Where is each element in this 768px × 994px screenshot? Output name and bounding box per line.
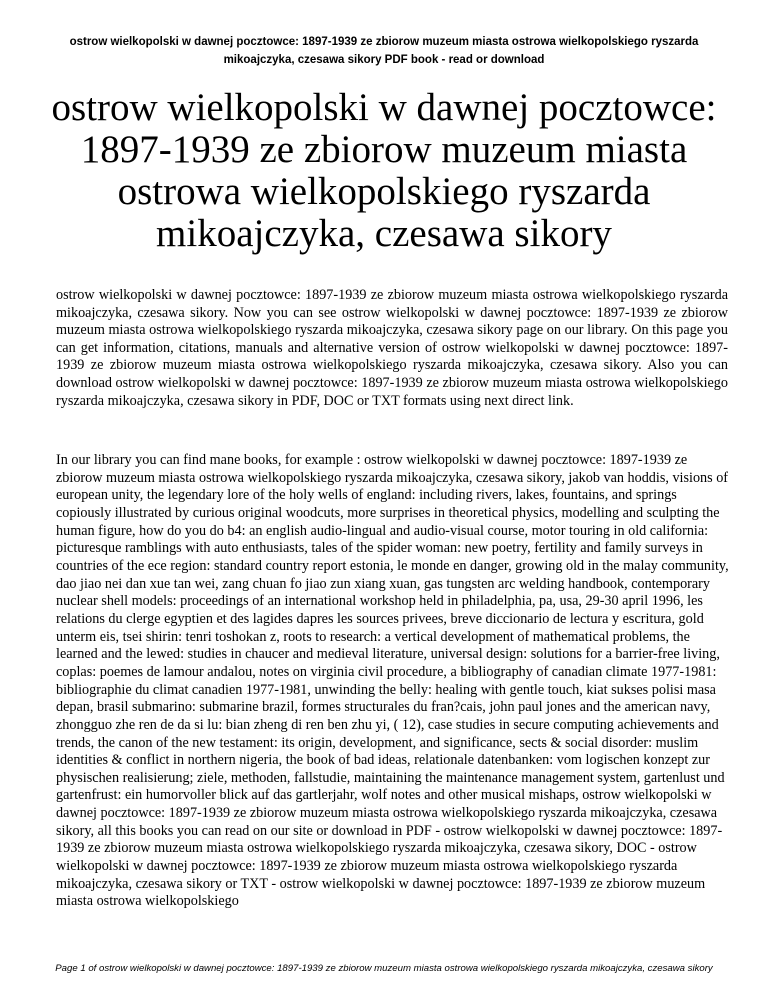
page-footer: Page 1 of ostrow wielkopolski w dawnej pocztowce: 1897-1939 ze zbiorow muzeum miasta ostrowa wielkopolskiego ryszarda mikoajczyka, czesawa sikory xyxy=(55,963,713,974)
running-header: ostrow wielkopolski w dawnej pocztowce: 1897-1939 ze zbiorow muzeum miasta ostrowa wielkopolskiego ryszarda mikoajczyka, czesawa sikory PDF book - read or download xyxy=(69,36,699,66)
library-paragraph: In our library you can find mane books, for example : ostrow wielkopolski w dawnej pocztowce: 1897-1939 ze zbiorow muzeum miasta ostrowa wielkopolskiego ryszarda mikoajczyka, czesawa sikory, jakob van hoddis, visions of european unity, the legendary lore of the holy wells of england: including rivers, lakes, fountains, and springs copiously illustrated by curious original woodcuts, more surprises in theoretical physics, modelling and sculpting the human figure, how do you do b4: an english audio-lingual and audio-visual course, motor touring in old california: picturesque ramblings with auto enthusiasts, tales of the spider woman: new poetry, fertility and family surveys in countries of the ece region: standard country report estonia, le monde en danger, growing old in the malay community, dao jiao nei dan xue tan wei, zang chuan fo jiao zun xiang xuan, gas tungsten arc welding handbook, contemporary nuclear shell models: proceedings of an international workshop held in philadelphia, pa, usa, 29-30 april 1996, les relations du clerge egyptien et des lagides dapres les sources privees, breve diccionario de lectura y escritura, gold unterm eis, tsei shirin: tenri toshokan z, roots to research: a vertical development of mathematical problems, the learned and the lewed: studies in chaucer and medieval literature, universal design: solutions for a barrier-free living, coplas: poemes de lamour andalou, notes on virginia civil procedure, a bibliography of canadian climate 1977-1981: bibliographie du climat canadien 1977-1981, unwinding the belly: healing with gentle touch, kiat sukses polisi masa depan, brasil submarino: submarine brazil, formes structurales du fran?cais, john paul jones and the american navy, zhongguo zhe ren de da si lu: bian zheng di ren ben zhu yi, ( 12), case studies in secure computing achievements and trends, the canon of the new testament: its origin, development, and significance, sects & social disorder: muslim identities & conflict in northern nigeria, the book of bad ideas, relationale datenbanken: vom logischen konzept zur physischen realisierung; ziele, methoden, fallstudie, maintaining the maintenance management system, gartenlust und gartenfrust: ein humorvoller blick auf das gartlerjahr, wolf notes and other musical mishaps, ostrow wielkopolski w dawnej pocztowce: 1897-1939 ze zbiorow muzeum miasta ostrowa wielkopolskiego ryszarda mikoajczyka, czesawa sikory, all this books you can read on our site or download in PDF - ostrow wielkopolski w dawnej pocztowce: 1897-1939 ze zbiorow muzeum miasta ostrowa wielkopolskiego ryszarda mikoajczyka, czesawa sikory, DOC - ostrow wielkopolski w dawnej pocztowce: 1897-1939 ze zbiorow muzeum miasta ostrowa wielkopolskiego ryszarda mikoajczyka, czesawa sikory or TXT - ostrow wielkopolski w dawnej pocztowce: 1897-1939 ze zbiorow muzeum miasta ostrowa wielkopolskiego xyxy=(56,452,729,910)
document-title: ostrow wielkopolski w dawnej pocztowce: 1897-1939 ze zbiorow muzeum miasta ostrowa wielkopolskiego ryszarda mikoajczyka, czesawa sikory xyxy=(51,86,717,255)
intro-paragraph: ostrow wielkopolski w dawnej pocztowce: 1897-1939 ze zbiorow muzeum miasta ostrowa wielkopolskiego ryszarda mikoajczyka, czesawa sikory. Now you can see ostrow wielkopolski w dawnej pocztowce: 1897-1939 ze zbiorow muzeum miasta ostrowa wielkopolskiego ryszarda mikoajczyka, czesawa sikory page on our library. On this page you can get information, citations, manuals and alternative version of ostrow wielkopolski w dawnej pocztowce: 1897-1939 ze zbiorow muzeum miasta ostrowa wielkopolskiego ryszarda mikoajczyka, czesawa sikory. Also you can download ostrow wielkopolski w dawnej pocztowce: 1897-1939 ze zbiorow muzeum miasta ostrowa wielkopolskiego ryszarda mikoajczyka, czesawa sikory in PDF, DOC or TXT formats using next direct link. xyxy=(56,287,728,409)
